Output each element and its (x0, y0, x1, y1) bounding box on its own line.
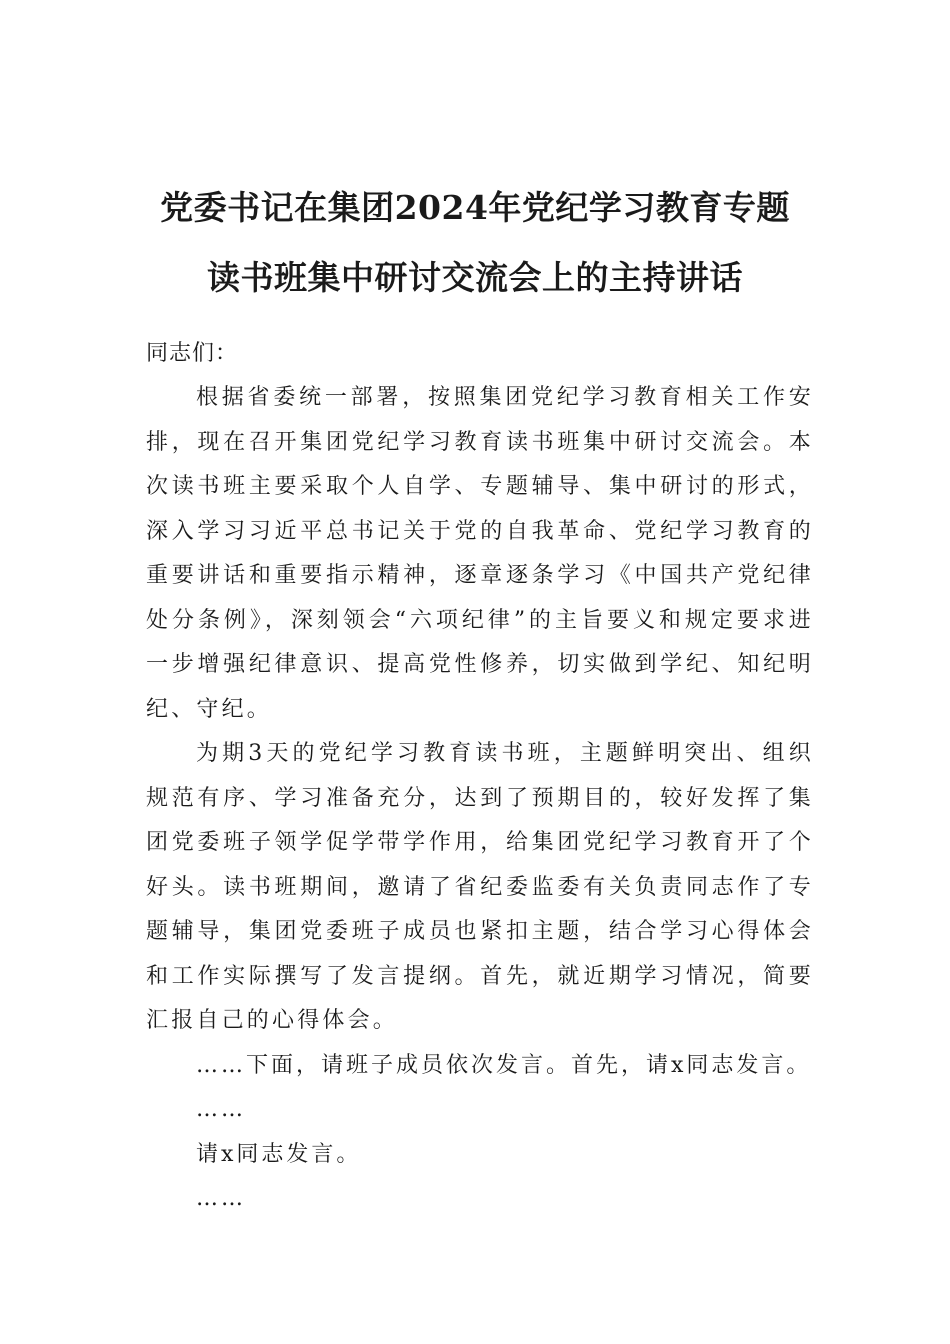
salutation: 同志们： (146, 341, 239, 366)
document-title-line-2: 读书班集中研讨交流会上的主持讲话 (207, 258, 743, 298)
ellipsis-line-1: …… (196, 1097, 246, 1122)
document-title-line-1: 党委书记在集团2024年党纪学习教育专题 (160, 188, 790, 228)
document-body (146, 334, 814, 1222)
ellipsis-line-2: …… (196, 1186, 246, 1211)
invite-speaker-line: 请x同志发言。 (196, 1141, 362, 1167)
paragraph-1: 根据省委统一部署，按照集团党纪学习教育相关工作安排，现在召开集团党纪学习教育读书班集中研讨交流会。本次读书班主要采取个人自学、专题辅导、集中研讨的形式，深入学习习近平总书记关于党的自我革命、党纪学习教育的重要讲话和重要指示精神，逐章逐条学习《中国共产党纪律处分条例》，深刻领会“六项纪律”的主旨要义和规定要求进一步增强纪律意识、提高党性修养，切实做到学纪、知纪明纪、守纪。 (146, 385, 814, 722)
paragraph-2: 为期3天的党纪学习教育读书班，主题鲜明突出、组织规范有序、学习准备充分，达到了预期目的，较好发挥了集团党委班子领学促学带学作用，给集团党纪学习教育开了个好头。读书班期间，邀请了省纪委监委有关负责同志作了专题辅导，集团党委班子成员也紧扣主题，结合学习心得体会和工作实际撰写了发言提纲。首先，就近期学习情况，简要汇报自己的心得体会。 (146, 741, 814, 1033)
next-speaker-line: ……下面，请班子成员依次发言。首先，请x同志发言。 (196, 1052, 812, 1078)
